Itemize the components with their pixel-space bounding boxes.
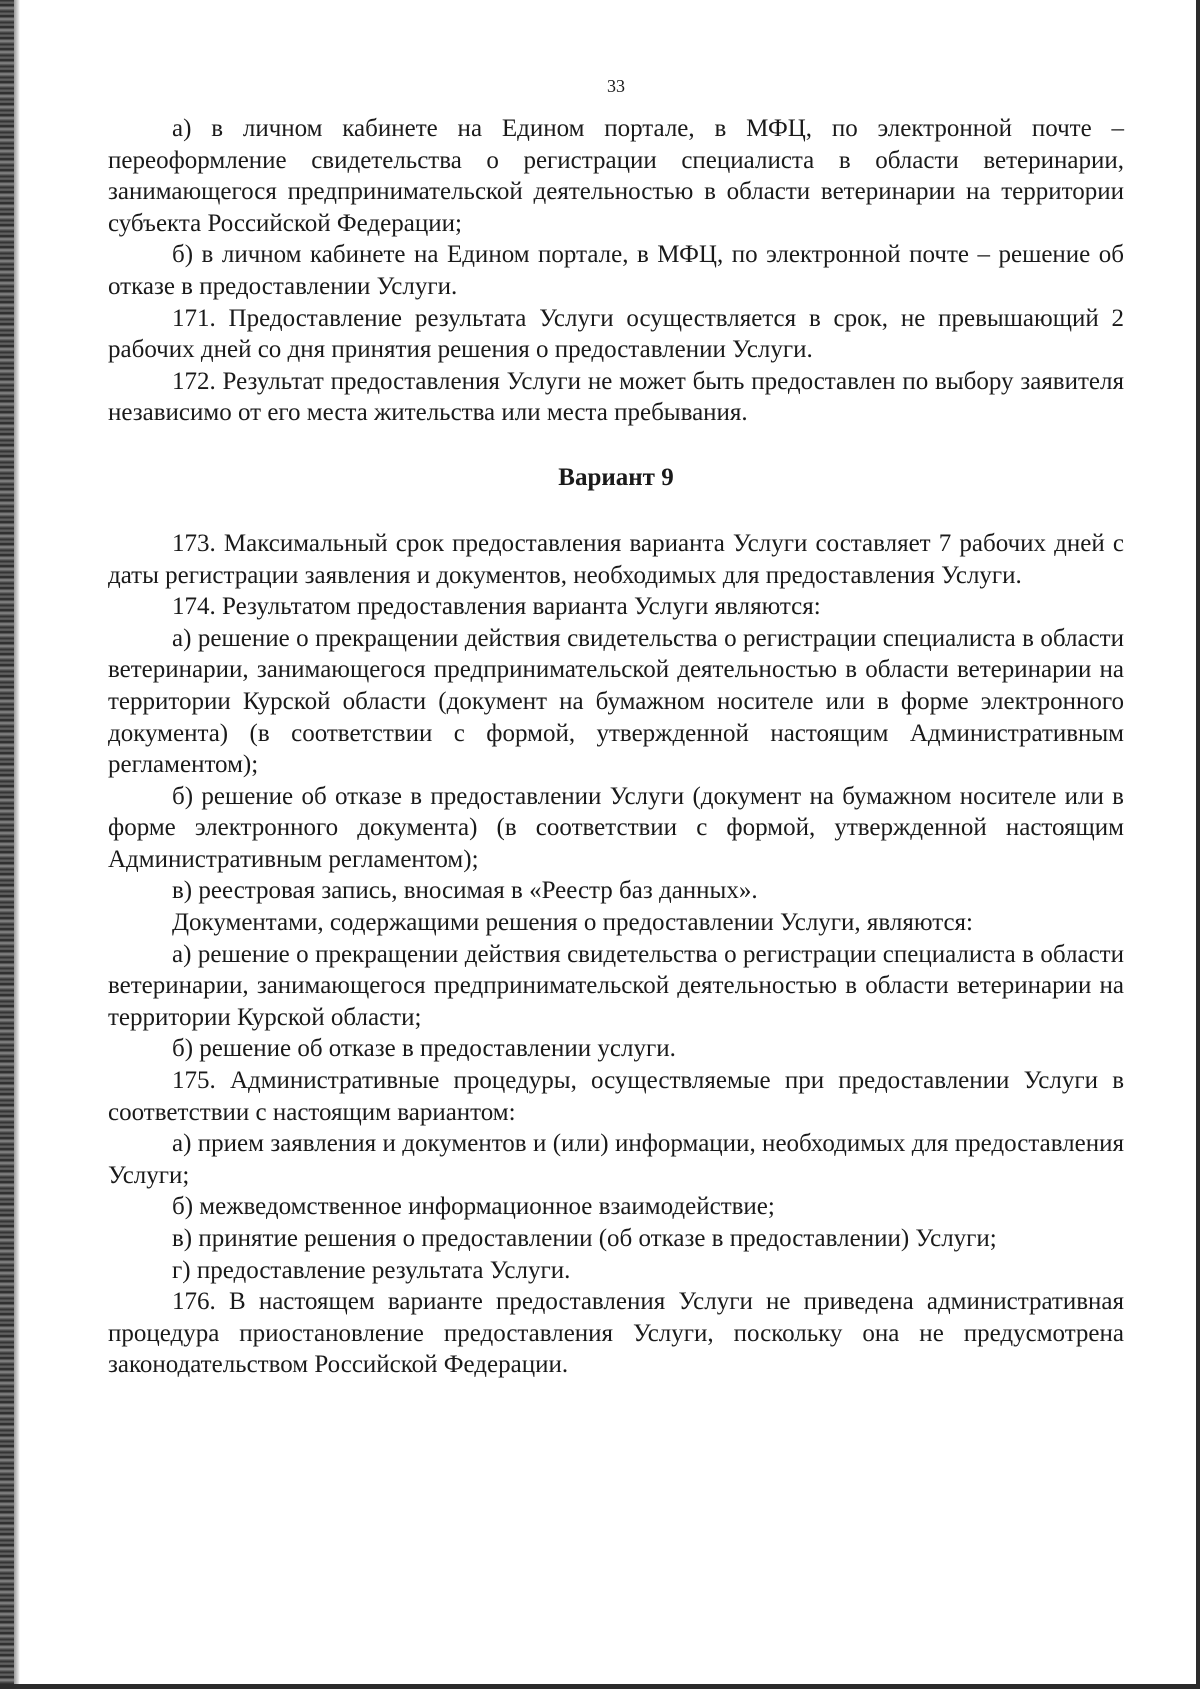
paragraph-171: 171. Предоставление результата Услуги осуществляется в срок, не превышающий 2 рабочих дней со дня принятия решения о предоставлении Услуги. [108,304,1124,364]
paragraph-decision-documents: Документами, содержащими решения о предоставлении Услуги, являются: [172,909,973,937]
document-page [108,76,1124,1381]
paragraph-decision-documents-b: б) решение об отказе в предоставлении услуги. [172,1035,676,1063]
paragraph-175-b: б) межведомственное информационное взаимодействие; [172,1193,775,1221]
paragraph-174-v: в) реестровая запись, вносимая в «Реестр баз данных». [172,877,758,905]
section-heading: Вариант 9 [558,463,674,491]
paragraph-172: 172. Результат предоставления Услуги не может быть предоставлен по выбору заявителя независимо от его места жительства или места пребывания. [108,367,1124,427]
paragraph-result-b-refusal: б) в личном кабинете на Едином портале, в МФЦ, по электронной почте – решение об отказе в предоставлении Услуги. [108,241,1124,300]
page-number: 33 [607,76,625,96]
paragraph-174: 174. Результатом предоставления варианта Услуги являются: [172,593,821,621]
paragraph-175-g: г) предоставление результата Услуги. [172,1256,571,1284]
paragraph-decision-documents-a: а) решение о прекращении действия свидетельства о регистрации специалиста в области ветеринарии, занимающегося предпринимательской деятельностью в области ветеринарии на территории Курской области; [108,940,1124,1031]
scan-edge-bottom [0,1684,1200,1689]
scan-edge-left [0,0,14,1689]
paragraph-175: 175. Административные процедуры, осуществляемые при предоставлении Услуги в соответствии с настоящим вариантом: [108,1067,1124,1126]
paragraph-result-a-reissue: а) в личном кабинете на Едином портале, в МФЦ, по электронной почте – переоформление свидетельства о регистрации специалиста в области ветеринарии, занимающегося предпринимательской деятельностью в области ветеринарии на территории субъекта Российской Федерации; [108,115,1124,237]
paragraph-174-a: а) решение о прекращении действия свидетельства о регистрации специалиста в области ветеринарии, занимающегося предпринимательской деятельностью в области ветеринарии на территории Курской области (документ на бумажном носителе или в форме электронного документа) (в соответствии с формой, утвержденной настоящим Административным регламентом); [108,624,1124,779]
paragraph-175-v: в) принятие решения о предоставлении (об отказе в предоставлении) Услуги; [172,1225,997,1252]
paragraph-174-b: б) решение об отказе в предоставлении Услуги (документ на бумажном носителе или в форме электронного документа) (в соответствии с формой, утвержденной настоящим Административным регламентом); [108,782,1124,873]
paragraph-173: 173. Максимальный срок предоставления варианта Услуги составляет 7 рабочих дней с даты регистрации заявления и документов, необходимых для предоставления Услуги. [108,529,1124,589]
scan-edge-right [1196,0,1200,1689]
paragraph-176: 176. В настоящем варианте предоставления Услуги не приведена административная процедура приостановление предоставления Услуги, поскольку она не предусмотрена законодательством Российской Федерации. [108,1288,1124,1379]
scan-edge-shadow [14,0,20,1689]
paragraph-175-a: а) прием заявления и документов и (или) информации, необходимых для предоставления Услуги; [108,1130,1124,1189]
